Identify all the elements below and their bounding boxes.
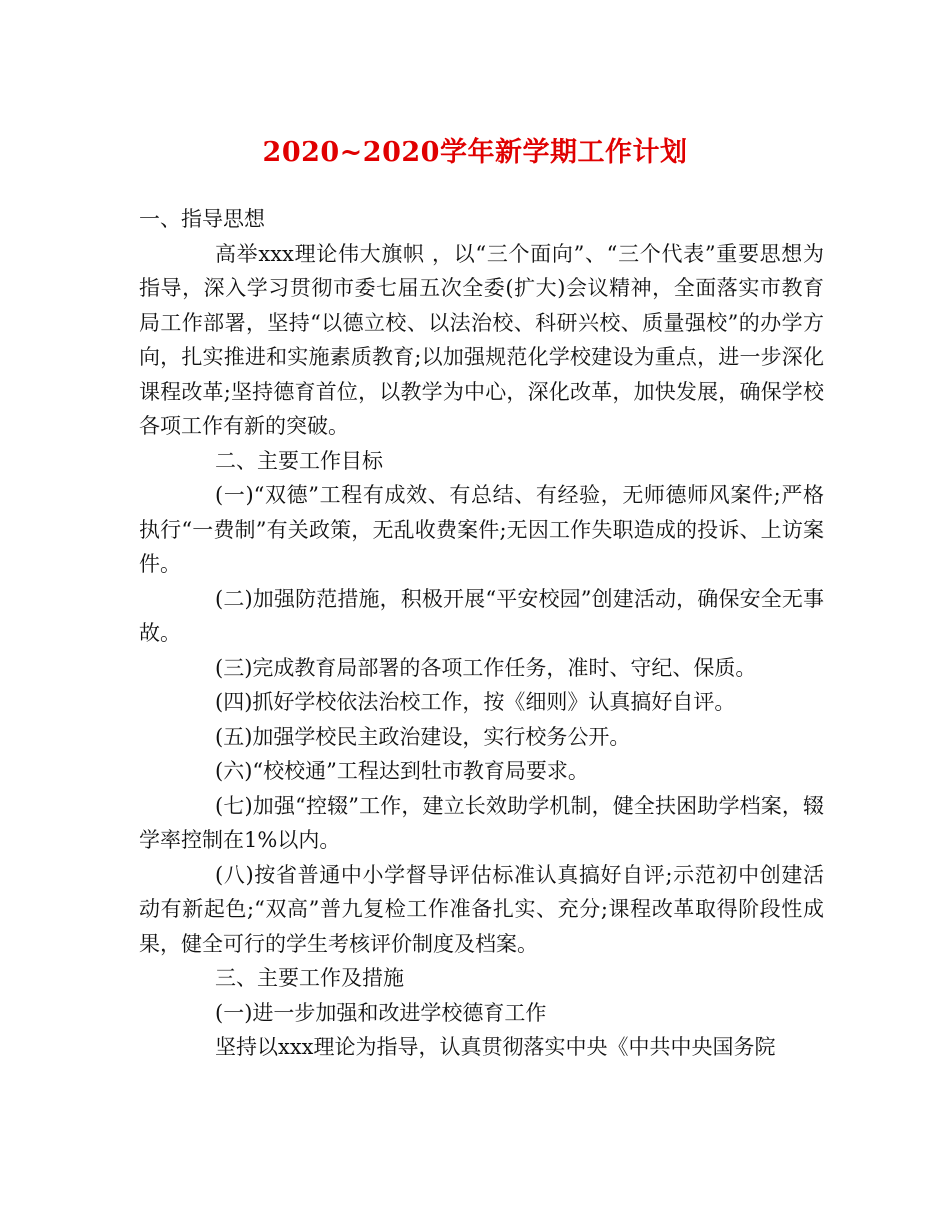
goal-item-6: (六)“校校通”工程达到牡市教育局要求。	[215, 759, 589, 783]
document-title: 2020~2020学年新学期工作计划	[262, 137, 688, 168]
goal-item-8: (八)按省普通中小学督导评估标准认真搞好自评;示范初中创建活动有新起色;“双高”普九复检工作准备扎实、充分;课程改革取得阶段性成果，健全可行的学生考核评价制度及档案。	[139, 862, 824, 956]
goal-item-7: (七)加强“控辍”工作，建立长效助学机制，健全扶困助学档案，辍学率控制在1%以内。	[139, 793, 824, 852]
subsection-heading-moral-education: (一)进一步加强和改进学校德育工作	[215, 1000, 547, 1025]
section-heading-main-goals: 二、主要工作目标	[215, 448, 383, 473]
goal-item-5: (五)加强学校民主政治建设，实行校务公开。	[215, 724, 631, 749]
goal-item-2: (二)加强防范措施，积极开展“平安校园”创建活动，确保安全无事故。	[139, 586, 824, 645]
section-heading-guiding-ideology: 一、指导思想	[139, 207, 265, 231]
goal-item-3: (三)完成教育局部署的各项工作任务，准时、守纪、保质。	[215, 655, 757, 680]
document-body	[139, 202, 824, 1065]
section-heading-main-work: 三、主要工作及措施	[215, 966, 404, 990]
goal-item-4: (四)抓好学校依法治校工作，按《细则》认真搞好自评。	[215, 690, 736, 714]
paragraph-moral-education: 坚持以xxx理论为指导，认真贯彻落实中央《中共中央国务院	[215, 1035, 776, 1059]
paragraph-guiding-ideology: 高举xxx理论伟大旗帜 ，以“三个面向”、“三个代表”重要思想为指导，深入学习贯彻市委七届五次全委(扩大)会议精神，全面落实市教育局工作部署，坚持“以德立校、以法治校、科研兴校、质量强校”的办学方向，扎实推进和实施素质教育;以加强规范化学校建设为重点，进一步深化课程改革;坚持德育首位，以教学为中心，深化改革，加快发展，确保学校各项工作有新的突破。	[139, 241, 824, 438]
goal-item-1: (一)“双德”工程有成效、有总结、有经验，无师德师风案件;严格执行“一费制”有关政策，无乱收费案件;无因工作失职造成的投诉、上访案件。	[139, 483, 824, 576]
